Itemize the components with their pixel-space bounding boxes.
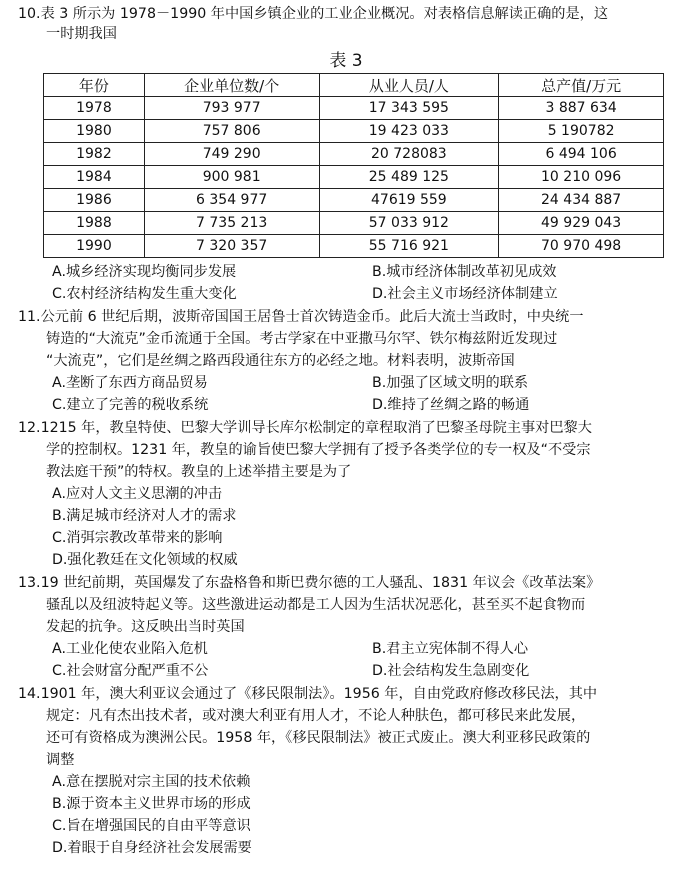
q10-stem-line-2: 一时期我国 [46, 26, 117, 42]
q14-option-b: B.源于资本主义世界市场的形成 [52, 796, 251, 812]
statistics-table [43, 73, 664, 258]
q13-stem-line-1: 13.19 世纪前期，英国爆发了东盎格鲁和斯巴费尔德的工人骚乱、1831 年议会《改革法案》 [18, 575, 601, 591]
q11-option-d: D.维持了丝绸之路的畅通 [372, 397, 530, 413]
q10-stem-line-1: 10.表 3 所示为 1978－1990 年中国乡镇企业的工业企业概况。对表格信息解读正确的是，这 [18, 6, 609, 22]
cell-output-value: 5 190782 [499, 120, 664, 143]
cell-output-value: 10 210 096 [499, 166, 664, 189]
q12-option-a: A.应对人文主义思潮的冲击 [52, 486, 223, 502]
q14-stem-line-4: 调整 [46, 752, 75, 768]
cell-enterprise-count: 900 981 [144, 166, 319, 189]
cell-employees: 55 716 921 [319, 235, 499, 258]
table-header-row [44, 74, 664, 97]
q13-option-c: C.社会财富分配严重不公 [52, 663, 209, 679]
q11-option-c: C.建立了完善的税收系统 [52, 397, 209, 413]
header-employees: 从业人员/人 [319, 74, 499, 97]
cell-year: 1978 [44, 97, 145, 120]
cell-output-value: 24 434 887 [499, 189, 664, 212]
header-output-value: 总产值/万元 [499, 74, 664, 97]
table-row [44, 120, 664, 143]
cell-employees: 47619 559 [319, 189, 499, 212]
q10-option-a: A.城乡经济实现均衡同步发展 [52, 264, 237, 280]
header-enterprise-count: 企业单位数/个 [144, 74, 319, 97]
q11-stem-line-1: 11.公元前 6 世纪后期，波斯帝国国王居鲁士首次铸造金币。此后大流士当政时，中央统一 [18, 309, 584, 325]
q10-option-b: B.城市经济体制改革初见成效 [372, 264, 557, 280]
table-caption: 表 3 [329, 51, 363, 71]
q14-stem-line-3: 还可有资格成为澳洲公民。1958 年，《移民限制法》被正式废止。澳大利亚移民政策的 [46, 730, 591, 746]
cell-employees: 17 343 595 [319, 97, 499, 120]
q14-option-c: C.旨在增强国民的自由平等意识 [52, 818, 251, 834]
q13-stem-line-2: 骚乱以及纽波特起义等。这些激进运动都是工人因为生活状况恶化，甚至买不起食物而 [46, 597, 586, 613]
cell-enterprise-count: 757 806 [144, 120, 319, 143]
cell-year: 1988 [44, 212, 145, 235]
cell-output-value: 6 494 106 [499, 143, 664, 166]
q14-option-a: A.意在摆脱对宗主国的技术依赖 [52, 774, 251, 790]
q12-option-d: D.强化教廷在文化领域的权威 [52, 552, 238, 568]
q12-stem-line-1: 12.1215 年，教皇特使、巴黎大学训导长库尔松制定的章程取消了巴黎圣母院主事对巴黎大 [18, 420, 592, 436]
q13-option-b: B.君主立宪体制不得人心 [372, 641, 529, 657]
q14-stem-line-2: 规定：凡有杰出技术者，或对澳大利亚有用人才，不论人种肤色，都可移民来此发展， [46, 708, 586, 724]
q12-option-c: C.消弭宗教改革带来的影响 [52, 530, 223, 546]
cell-enterprise-count: 6 354 977 [144, 189, 319, 212]
q12-stem-line-2: 学的控制权。1231 年，教皇的谕旨使巴黎大学拥有了授予各类学位的专一权及“不受宗 [46, 442, 591, 458]
q11-option-a: A.垄断了东西方商品贸易 [52, 375, 208, 391]
cell-year: 1982 [44, 143, 145, 166]
cell-output-value: 49 929 043 [499, 212, 664, 235]
cell-employees: 57 033 912 [319, 212, 499, 235]
q12-option-b: B.满足城市经济对人才的需求 [52, 508, 237, 524]
q14-stem-line-1: 14.1901 年，澳大利亚议会通过了《移民限制法》。1956 年，自由党政府修改移民法，其中 [18, 686, 598, 702]
q12-stem-line-3: 教法庭干预”的特权。教皇的上述举措主要是为了 [46, 464, 352, 480]
cell-output-value: 70 970 498 [499, 235, 664, 258]
q13-option-a: A.工业化使农业陷入危机 [52, 641, 208, 657]
cell-year: 1990 [44, 235, 145, 258]
cell-year: 1984 [44, 166, 145, 189]
q13-option-d: D.社会结构发生急剧变化 [372, 663, 530, 679]
q11-option-b: B.加强了区域文明的联系 [372, 375, 529, 391]
q13-stem-line-3: 发起的抗争。这反映出当时英国 [46, 619, 245, 635]
cell-year: 1986 [44, 189, 145, 212]
table-row [44, 143, 664, 166]
cell-enterprise-count: 749 290 [144, 143, 319, 166]
table-row [44, 97, 664, 120]
table-row [44, 235, 664, 258]
cell-enterprise-count: 7 320 357 [144, 235, 319, 258]
cell-year: 1980 [44, 120, 145, 143]
q14-option-d: D.着眼于自身经济社会发展需要 [52, 840, 252, 856]
q10-option-c: C.农村经济结构发生重大变化 [52, 286, 237, 302]
cell-employees: 25 489 125 [319, 166, 499, 189]
table-row [44, 166, 664, 189]
cell-employees: 19 423 033 [319, 120, 499, 143]
cell-output-value: 3 887 634 [499, 97, 664, 120]
table-row [44, 189, 664, 212]
header-year: 年份 [44, 74, 145, 97]
table-row [44, 212, 664, 235]
q10-option-d: D.社会主义市场经济体制建立 [372, 286, 558, 302]
q11-stem-line-3: “大流克”，它们是丝绸之路西段通往东方的必经之地。材料表明，波斯帝国 [46, 353, 515, 369]
q11-stem-line-2: 铸造的“大流克”金币流通于全国。考古学家在中亚撒马尔罕、铁尔梅兹附近发现过 [46, 331, 558, 347]
cell-employees: 20 728083 [319, 143, 499, 166]
cell-enterprise-count: 7 735 213 [144, 212, 319, 235]
cell-enterprise-count: 793 977 [144, 97, 319, 120]
